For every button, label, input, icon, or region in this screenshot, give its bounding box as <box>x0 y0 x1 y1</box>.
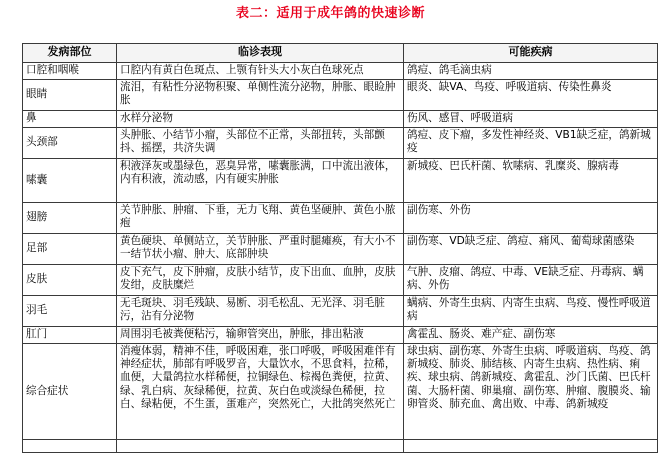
cell-diseases: 鸽痘、皮下瘤，多发性神经炎、VB1缺乏症，鸽新城疫 <box>404 128 658 159</box>
cell-part: 嗉囊 <box>23 159 117 203</box>
table-row <box>23 440 658 453</box>
cell-diseases: 眼炎、缺VA、鸟疫、呼吸道病、传染性鼻炎 <box>404 80 658 111</box>
cell-symptoms: 周围羽毛被粪便粘污，输卵管突出，肿胀，排出粘液 <box>117 327 404 344</box>
cell-diseases <box>404 440 658 453</box>
table-row <box>23 344 658 440</box>
table-body <box>23 63 658 453</box>
table-row <box>23 63 658 80</box>
table-row <box>23 159 658 203</box>
cell-symptoms: 消瘦体弱，精神不佳，呼吸困难，张口呼吸，呼吸困难伴有神经症状，肺部有呼吸罗音，大量饮水，不思食料，拉稀，血便，大量鸽拉水样稀便，拉铜绿色、棕褐色粪便，拉黄、绿、乳白病、灰绿稀便，拉黄、灰白色或淡绿色稀便，拉白、绿粘便，不生蛋，蛋难产，突然死亡，大批鸽突然死亡 <box>117 344 404 440</box>
cell-diseases: 螨病、外寄生虫病、内寄生虫病、鸟疫、慢性呼吸道病 <box>404 296 658 327</box>
cell-part: 皮肤 <box>23 265 117 296</box>
cell-diseases: 新城疫、巴氏杆菌、软嗉病、乳糜炎、腺病毒 <box>404 159 658 203</box>
cell-symptoms <box>117 440 404 453</box>
table-row <box>23 296 658 327</box>
table-row <box>23 80 658 111</box>
table-row <box>23 203 658 234</box>
table-header <box>23 44 658 63</box>
cell-part: 翅膀 <box>23 203 117 234</box>
cell-diseases: 伤风、感冒、呼吸道病 <box>404 111 658 128</box>
header-symptoms: 临诊表现 <box>117 44 404 63</box>
cell-symptoms: 头肿胀、小结节小瘤，头部位不正常，头部扭转，头部颤抖、摇摆，共济失调 <box>117 128 404 159</box>
cell-part: 鼻 <box>23 111 117 128</box>
table-row <box>23 111 658 128</box>
cell-diseases: 副伤寒、外伤 <box>404 203 658 234</box>
cell-symptoms: 关节肿胀、肿瘤、下垂，无力飞翔、黄色坚硬肿、黄色小脓疱 <box>117 203 404 234</box>
cell-diseases: 鸽痘、鸽毛滴虫病 <box>404 63 658 80</box>
diagnosis-table <box>22 43 658 453</box>
cell-diseases: 禽霍乱、肠炎、难产症、副伤寒 <box>404 327 658 344</box>
cell-part <box>23 440 117 453</box>
cell-diseases: 副伤寒、VD缺乏症、鸽痘、痛风、葡萄球菌感染 <box>404 234 658 265</box>
table-row <box>23 234 658 265</box>
cell-part: 综合症状 <box>23 344 117 440</box>
cell-diseases: 气肿、皮瘤、鸽痘、中毒、VE缺乏症、丹毒病、螨病、外伤 <box>404 265 658 296</box>
header-diseases: 可能疾病 <box>404 44 658 63</box>
cell-symptoms: 黄色硬块、单侧站立，关节肿胀、严重时腿瘫痪，有大小不一结节状小瘤、肿大、底部肿块 <box>117 234 404 265</box>
cell-part: 羽毛 <box>23 296 117 327</box>
cell-symptoms: 皮下充气，皮下肿瘤，皮肤小结节，皮下出血、血肿，皮肤发绀，皮肤糜烂 <box>117 265 404 296</box>
page-title: 表二：适用于成年鸽的快速诊断 <box>235 6 425 21</box>
cell-symptoms: 水样分泌物 <box>117 111 404 128</box>
table-row <box>23 327 658 344</box>
cell-symptoms: 无毛斑块、羽毛残缺、易断、羽毛松乱、无光泽、羽毛脏污，沾有分泌物 <box>117 296 404 327</box>
header-row <box>23 44 658 63</box>
cell-part: 口腔和咽喉 <box>23 63 117 80</box>
header-part: 发病部位 <box>23 44 117 63</box>
cell-diseases: 球虫病、副伤寒、外寄生虫病、呼吸道病、鸟疫、鸽新城疫、肺炎、肺结核、内寄生虫病、热性病、痢疾、球虫病、鸽新城疫、禽霍乱、沙门氏菌、巴氏杆菌、大肠杆菌、卵巢瘤、副伤寒、肿瘤、腹膜炎、输卵管炎、肺充血、禽出败、中毒、鸽新城疫 <box>404 344 658 440</box>
cell-part: 肛门 <box>23 327 117 344</box>
cell-symptoms: 积液泽灰或墨绿色，恶臭异常，嗉囊胀满，口中流出液体，内有积液，流动感，内有硬实肿胀 <box>117 159 404 203</box>
cell-part: 眼睛 <box>23 80 117 111</box>
table-row <box>23 265 658 296</box>
cell-symptoms: 口腔内有黄白色斑点、上颚有针头大小灰白色球死点 <box>117 63 404 80</box>
table-row <box>23 128 658 159</box>
cell-symptoms: 流泪，有粘性分泌物积聚、单侧性流分泌物，肿胀、眼睑肿胀 <box>117 80 404 111</box>
cell-part: 头颈部 <box>23 128 117 159</box>
cell-part: 足部 <box>23 234 117 265</box>
